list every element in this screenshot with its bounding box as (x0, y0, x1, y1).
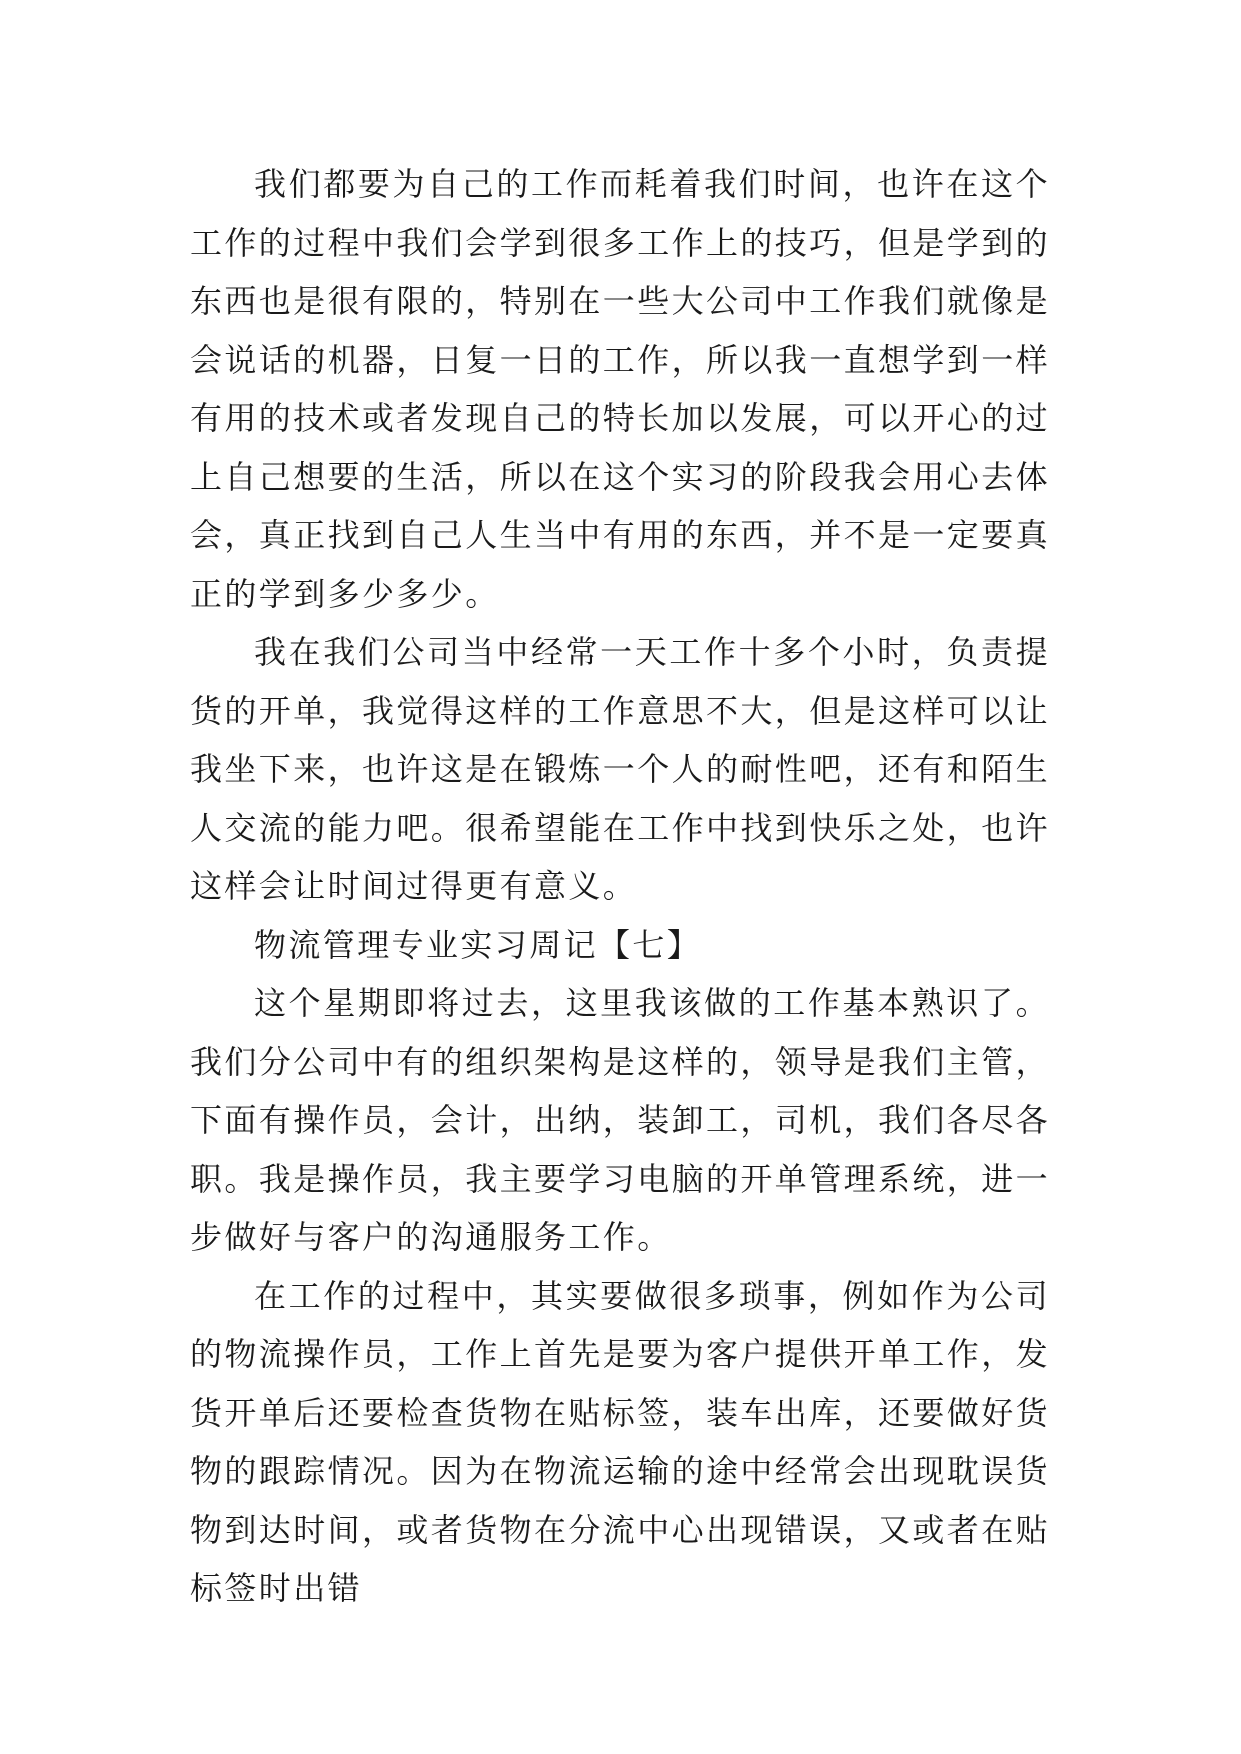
paragraph-2: 我在我们公司当中经常一天工作十多个小时，负责提货的开单，我觉得这样的工作意思不大，但是这样可以让我坐下来，也许这是在锻炼一个人的耐性吧，还有和陌生人交流的能力吧。很希望能在工作中找到快乐之处，也许这样会让时间过得更有意义。 (190, 633, 1051, 905)
paragraph-4: 在工作的过程中，其实要做很多琐事，例如作为公司的物流操作员，工作上首先是要为客户提供开单工作，发货开单后还要检查货物在贴标签，装车出库，还要做好货物的跟踪情况。因为在物流运输的途中经常会出现耽误货物到达时间，或者货物在分流中心出现错误，又或者在贴标签时出错 (190, 1276, 1051, 1607)
paragraph-3: 这个星期即将过去，这里我该做的工作基本熟识了。我们分公司中有的组织架构是这样的，领导是我们主管，下面有操作员，会计，出纳，装卸工，司机，我们各尽各职。我是操作员，我主要学习电脑的开单管理系统，进一步做好与客户的沟通服务工作。 (190, 984, 1051, 1256)
section-heading: 物流管理专业实习周记【七】 (254, 925, 702, 964)
paragraph-1: 我们都要为自己的工作而耗着我们时间，也许在这个工作的过程中我们会学到很多工作上的技巧，但是学到的东西也是很有限的，特别在一些大公司中工作我们就像是会说话的机器，日复一日的工作，所以我一直想学到一样有用的技术或者发现自己的特长加以发展，可以开心的过上自己想要的生活，所以在这个实习的阶段我会用心去体会，真正找到自己人生当中有用的东西，并不是一定要真正的学到多少多少。 (190, 165, 1051, 613)
document-body (190, 155, 1050, 1618)
